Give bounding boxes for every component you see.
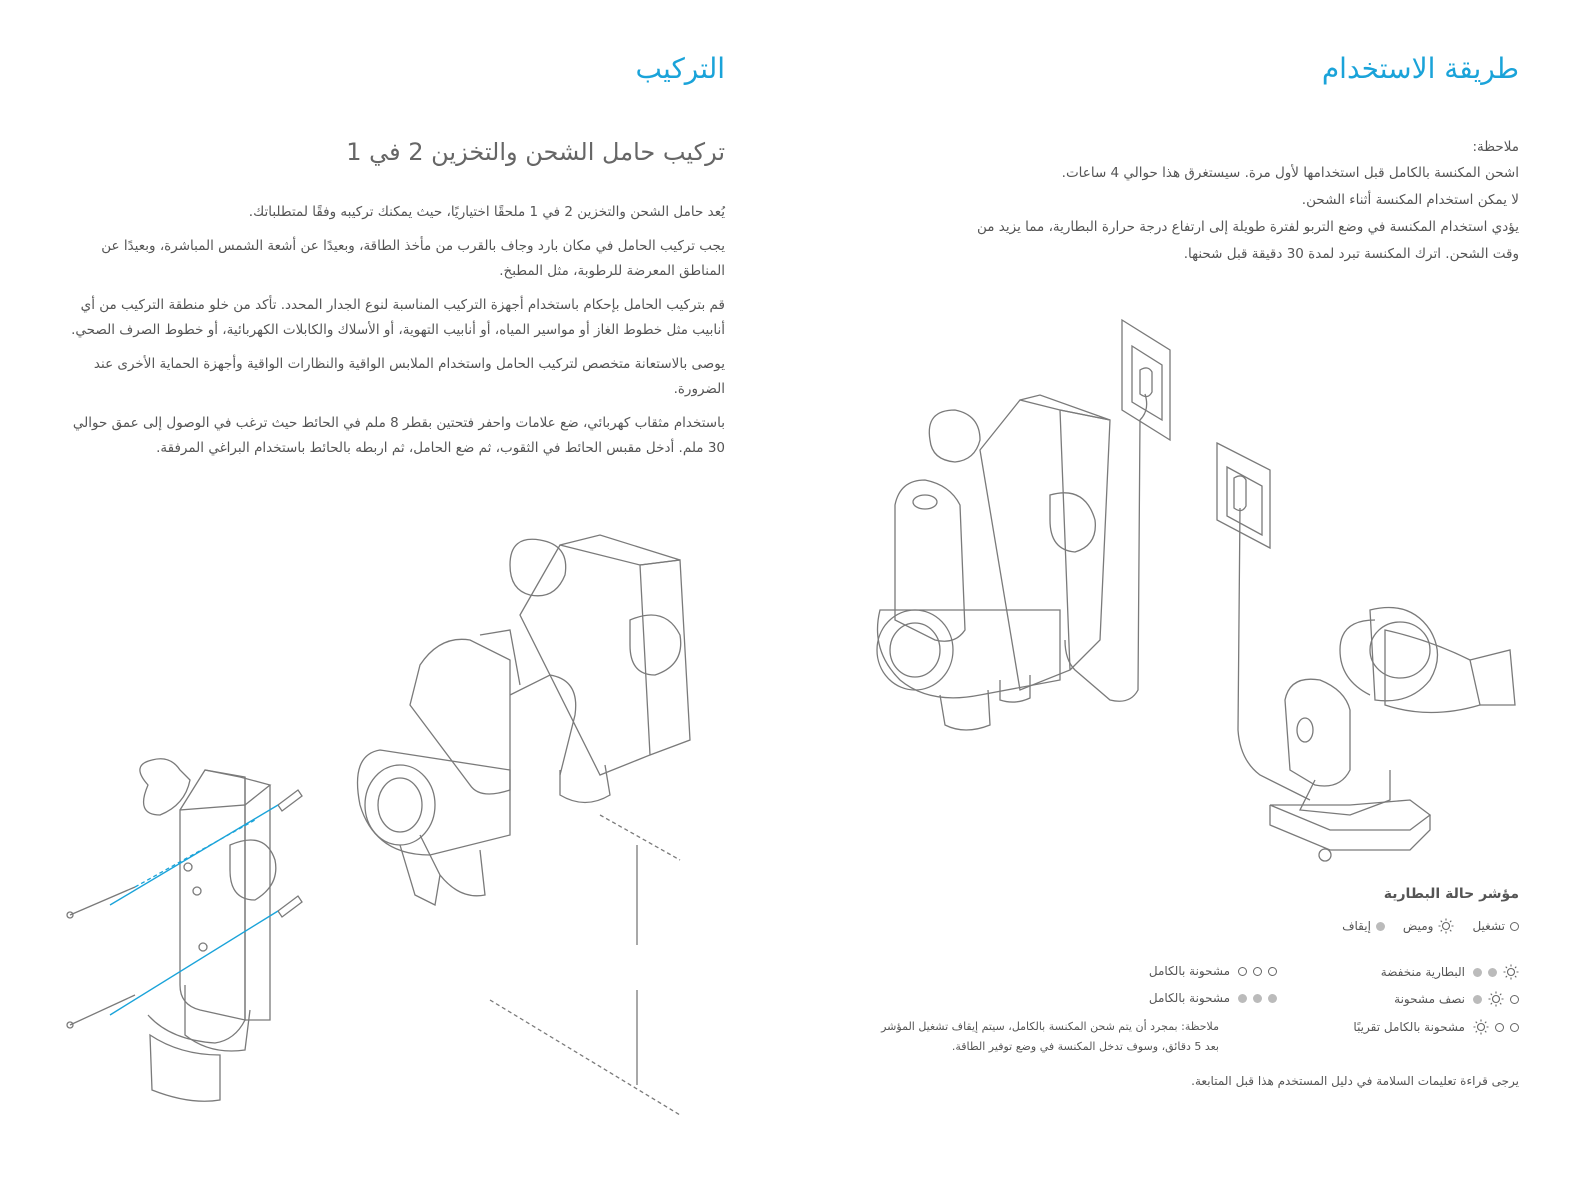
dot-off-icon [1268, 994, 1277, 1003]
indicator-lights [1238, 994, 1277, 1003]
battery-note: ملاحظة: بمجرد أن يتم شحن المكنسة بالكامل، سيتم إيقاف تشغيل المؤشر بعد 5 دقائق، وسوف تدخل المكنسة في وضع توفير الطاقة. [881, 1020, 1219, 1053]
paragraph: باستخدام مثقاب كهربائي، ضع علامات واحفر فتحتين بقطر 8 ملم في الحائط حيث ترغب في الوصول إلى عمق حوالي 30 ملم. أدخل مقبس الحائط في الثقوب، ثم ضع الحامل، ثم اربطه بالحائط باستخدام البراغي المرفقة. [72, 415, 725, 456]
installation-title: التركيب [635, 52, 725, 85]
blink-icon [1473, 1019, 1489, 1035]
state-label: البطارية منخفضة [1380, 965, 1465, 979]
state-almost-full [1353, 1019, 1519, 1035]
dot-on-icon [1495, 1023, 1504, 1032]
indicator-lights [1473, 991, 1519, 1007]
standing-vacuum-drawing [1270, 608, 1515, 862]
paragraph: قم بتركيب الحامل بإحكام باستخدام أجهزة التركيب المناسبة لنوع الجدار المحدد. تأكد من خلو منطقة التركيب من أي أنابيب مثل خطوط الغاز أو مواسير المياه، أو أنابيب التهوية، أو الأسلاك والكابلات الكهربائية، أو خطوط الصرف الصحي. [71, 297, 725, 338]
note-line: اشحن المكنسة بالكامل قبل استخدامها لأول مرة. سيستغرق هذا حوالي 4 ساعات. [1061, 165, 1519, 181]
usage-title: طريقة الاستخدام [1321, 52, 1519, 85]
paragraph: يجب تركيب الحامل في مكان بارد وجاف بالقرب من مأخذ الطاقة، وبعيدًا عن أشعة الشمس المباشرة، وبعيدًا عن المناطق المعرضة للرطوبة، مثل المطبخ. [101, 238, 725, 279]
dot-off-icon [1376, 922, 1385, 931]
wall-corner-lines [490, 815, 680, 1115]
state-half [1394, 991, 1519, 1007]
wall-bracket-drawing [140, 759, 276, 1102]
state-full-off [1149, 991, 1277, 1005]
legend-blink-label: وميض [1402, 919, 1434, 933]
usage-illustration [870, 310, 1540, 870]
legend-blink [1403, 918, 1455, 934]
installation-illustration [40, 515, 740, 1135]
state-label: نصف مشحونة [1394, 992, 1465, 1006]
usage-notes [959, 134, 1519, 268]
indicator-lights [1473, 1019, 1519, 1035]
installation-paragraphs [55, 200, 725, 470]
battery-legend [1342, 918, 1519, 934]
mounted-vacuum-drawing [358, 535, 691, 905]
dot-off-icon [1253, 994, 1262, 1003]
note-line: يؤدي استخدام المكنسة في وضع التربو لفترة طويلة إلى ارتفاع درجة حرارة البطارية، مما يزيد من [976, 219, 1519, 235]
safety-footer-note: يرجى قراءة تعليمات السلامة في دليل المستخدم هذا قبل المتابعة. [1191, 1074, 1519, 1088]
indicator-lights [1473, 964, 1519, 980]
dot-off-icon [1488, 968, 1497, 977]
installation-subtitle: تركيب حامل الشحن والتخزين 2 في 1 [346, 138, 725, 166]
dot-off-icon [1473, 968, 1482, 977]
note-line: لا يمكن استخدام المكنسة أثناء الشحن. [1301, 192, 1519, 208]
legend-on-label: تشغيل [1472, 919, 1505, 933]
dot-on-icon [1253, 967, 1262, 976]
wall-outlet-drawing [1065, 320, 1170, 701]
battery-indicator-title: مؤشر حالة البطارية [1383, 886, 1519, 902]
dot-on-icon [1238, 967, 1247, 976]
dot-on-icon [1510, 922, 1519, 931]
paragraph: يُعد حامل الشحن والتخزين 2 في 1 ملحقًا اختياريًا، حيث يمكنك تركيبه وفقًا لمتطلباتك. [248, 204, 725, 220]
wall-outlet-drawing [1217, 443, 1310, 800]
indicator-lights [1238, 967, 1277, 976]
state-full-on [1149, 964, 1277, 978]
mounted-vacuum-drawing [877, 395, 1110, 730]
dot-off-icon [1473, 995, 1482, 1004]
state-low [1381, 964, 1519, 980]
note-label: ملاحظة: [1472, 139, 1519, 155]
legend-off [1342, 919, 1385, 933]
paragraph: يوصى بالاستعانة متخصص لتركيب الحامل واستخدام الملابس الواقية والنظارات الواقية وأجهزة الحماية الأخرى عند الضرورة. [93, 356, 725, 397]
state-label: مشحونة بالكامل [1148, 964, 1230, 978]
blink-icon [1438, 918, 1454, 934]
dot-on-icon [1510, 995, 1519, 1004]
note-line: وقت الشحن. اترك المكنسة تبرد لمدة 30 دقيقة قبل شحنها. [1183, 246, 1519, 262]
dot-on-icon [1268, 967, 1277, 976]
dot-off-icon [1238, 994, 1247, 1003]
state-label: مشحونة بالكامل تقريبًا [1353, 1020, 1465, 1034]
state-label: مشحونة بالكامل [1148, 991, 1230, 1005]
blink-icon [1488, 991, 1504, 1007]
legend-off-label: إيقاف [1342, 919, 1371, 933]
blink-icon [1503, 964, 1519, 980]
dot-on-icon [1510, 1023, 1519, 1032]
legend-on [1472, 919, 1519, 933]
